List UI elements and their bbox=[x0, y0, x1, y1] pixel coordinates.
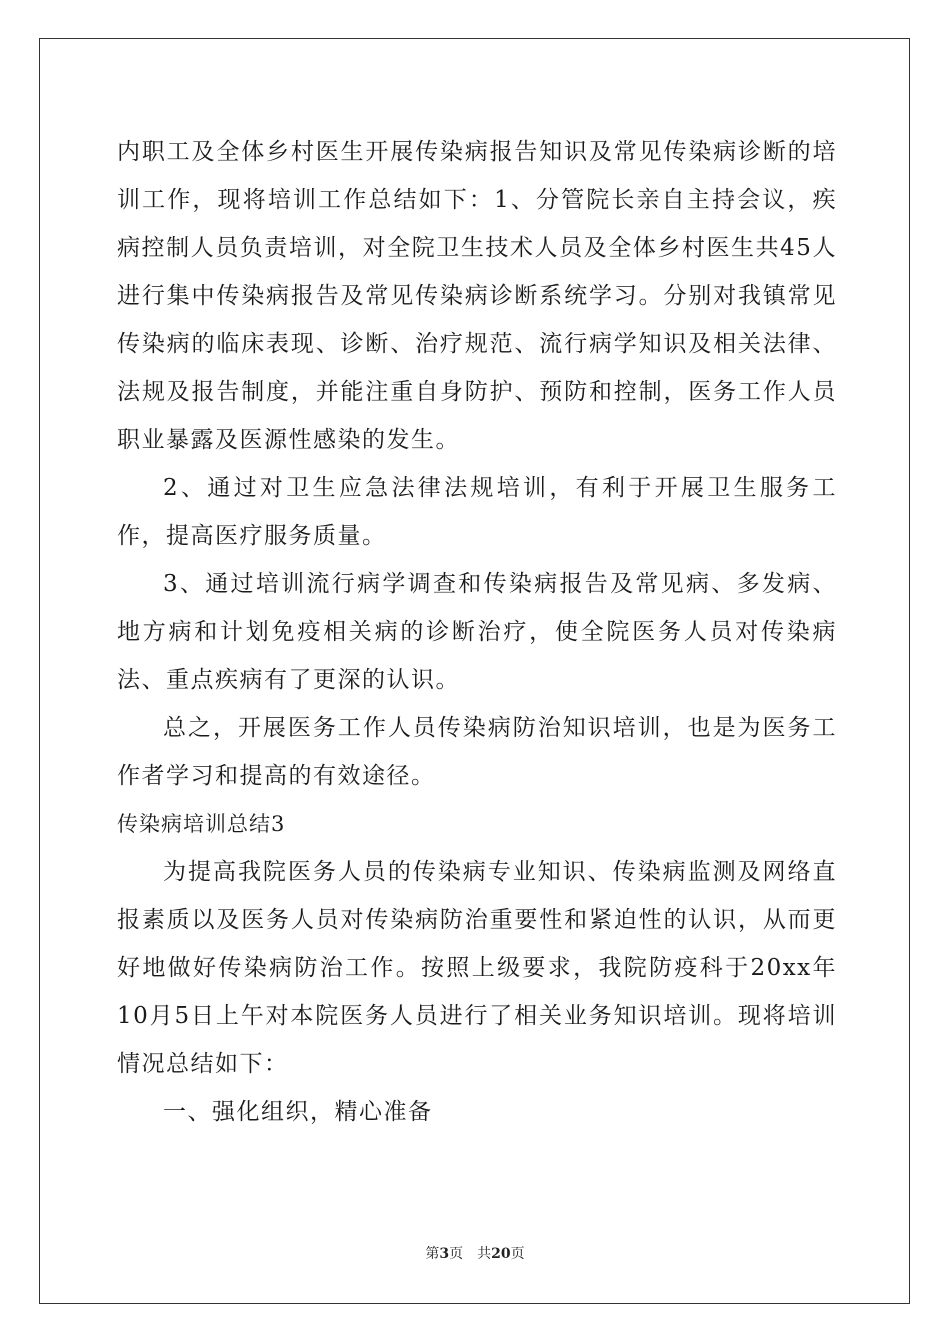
footer-total-pages: 20 bbox=[491, 1246, 511, 1262]
footer-total-prefix: 共 bbox=[477, 1246, 492, 1262]
paragraph-item-2: 2、通过对卫生应急法律法规培训，有利于开展卫生服务工作，提高医疗服务质量。 bbox=[117, 475, 837, 549]
footer-page-number: 3 bbox=[439, 1246, 450, 1262]
footer-total-suffix: 页 bbox=[510, 1246, 525, 1262]
paragraph-item-3: 3、通过培训流行病学调查和传染病报告及常见病、多发病、地方病和计划免疫相关病的诊断治疗，使全院医务人员对传染病法、重点疾病有了更深的认识。 bbox=[117, 571, 837, 693]
section-subheading: 一、强化组织，精心准备 bbox=[163, 1099, 433, 1125]
section-paragraph-intro: 为提高我院医务人员的传染病专业知识、传染病监测及网络直报素质以及医务人员对传染病防治重要性和紧迫性的认识，从而更好地做好传染病防治工作。按照上级要求，我院防疫科于20xx年10月5日上午对本院医务人员进行了相关业务知识培训。现将培训情况总结如下： bbox=[117, 859, 837, 1077]
paragraph-continued: 内职工及全体乡村医生开展传染病报告知识及常见传染病诊断的培训工作，现将培训工作总结如下：1、分管院长亲自主持会议，疾病控制人员负责培训，对全院卫生技术人员及全体乡村医生共45人进行集中传染病报告及常见传染病诊断系统学习。分别对我镇常见传染病的临床表现、诊断、治疗规范、流行病学知识及相关法律、法规及报告制度，并能注重自身防护、预防和控制，医务工作人员职业暴露及医源性感染的发生。 bbox=[117, 139, 837, 453]
section-title: 传染病培训总结3 bbox=[117, 812, 286, 836]
footer-prefix: 第 bbox=[425, 1246, 440, 1262]
footer-page-suffix: 页 bbox=[449, 1246, 464, 1262]
page-footer bbox=[0, 1243, 950, 1263]
document-body bbox=[117, 128, 837, 1136]
paragraph-conclusion: 总之，开展医务工作人员传染病防治知识培训，也是为医务工作者学习和提高的有效途径。 bbox=[117, 715, 837, 789]
